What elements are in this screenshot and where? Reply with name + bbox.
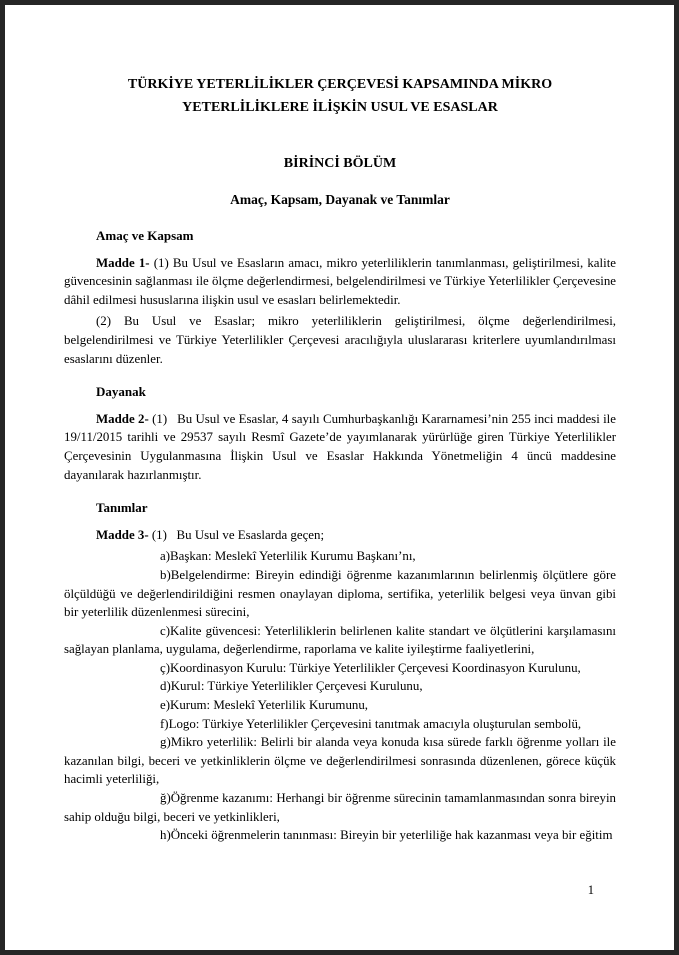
definition-item: g)Mikro yeterlilik: Belirli bir alanda veya konuda kısa sürede farklı öğrenme yolları ile kazanılan bilgi, beceri ve yetkinliklerin ölçme ve değerlendirilmesi sonrasında düzenlenen, görece küçük hacimli yeterliliği, bbox=[64, 735, 616, 787]
chapter-heading: BİRİNCİ BÖLÜM bbox=[283, 156, 397, 171]
definition-item: c)Kalite güvencesi: Yeterliliklerin belirlenen kalite standart ve ölçütlerini karşılamasını sağlayan planlama, uygulama, değerlendirme, raporlama ve kalite iyileştirme faaliyetlerini, bbox=[64, 623, 616, 657]
section-heading: Dayanak bbox=[96, 384, 146, 400]
definition-item: a)Başkan: Meslekî Yeterlilik Kurumu Başkanı’nı, bbox=[64, 547, 616, 566]
item-marker: ç) bbox=[160, 660, 171, 675]
definition-item: ğ)Öğrenme kazanımı: Herhangi bir öğrenme sürecinin tamamlanmasından sonra bireyin sahip olduğu bilgi, beceri ve yetkinlikleri, bbox=[64, 791, 616, 824]
definition-item: h)Önceki öğrenmelerin tanınması: Bireyin bir yeterliliğe hak kazanması veya bir eğitim bbox=[64, 826, 616, 845]
definition-item: d)Kurul: Türkiye Yeterlilikler Çerçevesi Kurulunu, bbox=[64, 677, 616, 696]
page-number: 1 bbox=[587, 883, 594, 897]
document-title-line-2: YETERLİLİKLERE İLİŞKİN USUL VE ESASLAR bbox=[182, 100, 498, 115]
document-body bbox=[64, 227, 616, 845]
section-heading: Tanımlar bbox=[96, 500, 148, 516]
item-marker: a) bbox=[160, 549, 171, 564]
document-title-line-1: TÜRKİYE YETERLİLİKLER ÇERÇEVESİ KAPSAMINDA MİKRO bbox=[127, 77, 553, 92]
paragraph: Madde 3- (1) Bu Usul ve Esaslarda geçen; bbox=[96, 527, 325, 542]
paragraph-bold-lead: Madde 1- bbox=[96, 255, 150, 270]
item-marker: f) bbox=[160, 716, 169, 731]
paragraph-bold-lead: Madde 2- bbox=[96, 411, 149, 426]
paragraph: (2) Bu Usul ve Esaslar; mikro yeterliliklerin geliştirilmesi, ölçme değerlendirilmesi, belgelendirilmesi ve Türkiye Yeterlilikler Çerçevesi aracılığıyla uluslararası kriterlere uyumlandırılması esaslarını düzenler. bbox=[64, 314, 616, 366]
definition-item: ç)Koordinasyon Kurulu: Türkiye Yeterlilikler Çerçevesi Koordinasyon Kurulunu, bbox=[64, 659, 616, 678]
paragraph-bold-lead: Madde 3- bbox=[96, 527, 149, 542]
paragraph: Madde 1- (1) Bu Usul ve Esasların amacı, mikro yeterliliklerin tanımlanması, geliştirilmesi, kalite güvencesinin sağlanması ile ölçme değerlendirmesi, belgelendirilmesi ve Türkiye Yeterlilikler Çerçevesine dâhil edilmesi hususlarına ilişkin usul ve esasları belirlemektedir. bbox=[64, 255, 616, 307]
chapter-subheading: Amaç, Kapsam, Dayanak ve Tanımlar bbox=[230, 192, 450, 207]
item-marker: g) bbox=[160, 735, 171, 750]
item-marker: e) bbox=[160, 698, 171, 713]
item-marker: d) bbox=[160, 679, 171, 694]
definition-item: f)Logo: Türkiye Yeterlilikler Çerçevesini tanıtmak amacıyla oluşturulan sembolü, bbox=[64, 715, 616, 734]
paragraph: Madde 2- (1) Bu Usul ve Esaslar, 4 sayılı Cumhurbaşkanlığı Kararnamesi’nin 255 inci maddesi ile 19/11/2015 tarihli ve 29537 sayılı Resmî Gazete’de yayımlanarak yürürlüğe giren Türkiye Yeterlilikler Çerçevesinin Uygulanmasına İlişkin Usul ve Esaslar Hakkında Yönetmeliğin 4 üncü maddesine dayanılarak hazırlanmıştır. bbox=[64, 411, 616, 482]
document-title bbox=[64, 73, 616, 119]
section-heading: Amaç ve Kapsam bbox=[96, 228, 194, 243]
item-marker: h) bbox=[160, 828, 171, 843]
item-marker: ğ) bbox=[160, 791, 171, 806]
definition-item: b)Belgelendirme: Bireyin edindiği öğrenme kazanımlarının belirlenmiş ölçütlere göre ölçüldüğü ve değerlendirildiğini resmen onaylayan diploma, sertifika, yeterlilik belgesi veya ünvan gibi bir yeterlilik düzenlenmesi sürecini, bbox=[64, 567, 616, 620]
definition-item: e)Kurum: Meslekî Yeterlilik Kurumunu, bbox=[64, 696, 616, 715]
item-marker: c) bbox=[160, 623, 171, 638]
item-marker: b) bbox=[160, 567, 171, 582]
